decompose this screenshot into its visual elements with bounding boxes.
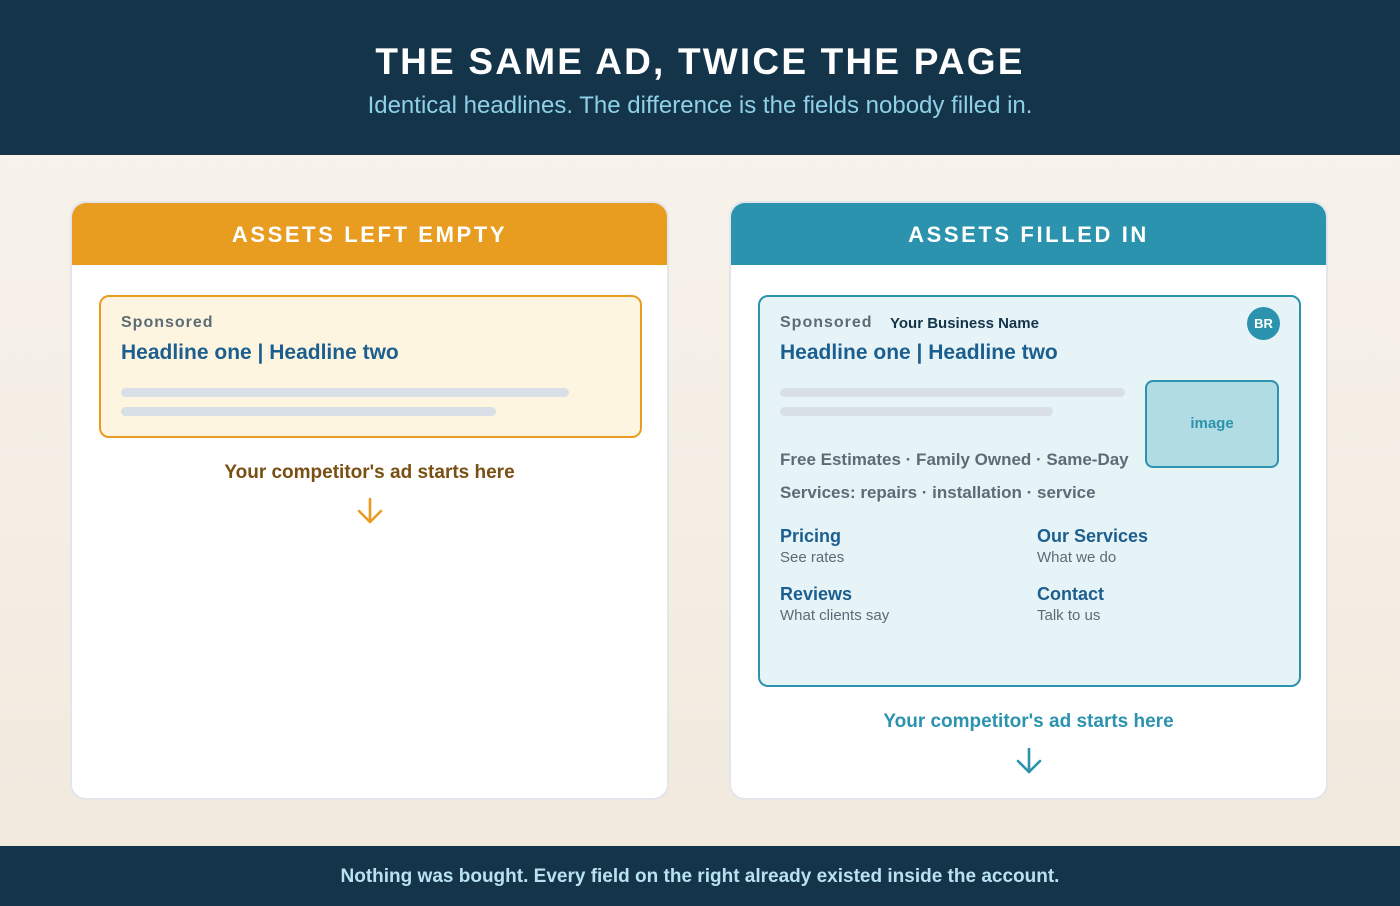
ad-preview-filled [758, 295, 1301, 687]
sitelink-description: What we do [1037, 549, 1117, 566]
page-title: THE SAME AD, TWICE THE PAGE [375, 41, 1025, 82]
callout-assets: Free Estimates · Family Owned · Same-Day [780, 450, 1129, 469]
sitelink-pricing[interactable] [780, 525, 844, 569]
sitelink-title: Reviews [780, 584, 853, 604]
sitelink-reviews[interactable] [780, 583, 889, 627]
sitelink-title: Our Services [1037, 526, 1149, 546]
page-subtitle: Identical headlines. The difference is the fields nobody filled in. [367, 92, 1033, 119]
footer-text: Nothing was bought. Every field on the right already existed inside the account. [340, 866, 1060, 887]
sitelink-our-services[interactable] [1037, 525, 1148, 569]
footer-banner [0, 846, 1400, 906]
sitelink-contact[interactable] [1037, 583, 1104, 627]
ad-preview-empty [99, 295, 642, 438]
sponsored-label: Sponsored [121, 314, 214, 331]
panel-assets-filled [729, 201, 1328, 800]
description-placeholder-line [121, 388, 569, 397]
panel-heading: ASSETS LEFT EMPTY [72, 203, 667, 265]
competitor-note: Your competitor's ad starts here [224, 462, 515, 483]
panel-heading: ASSETS FILLED IN [731, 203, 1326, 265]
header-banner [0, 0, 1400, 155]
business-name: Your Business Name [890, 315, 1039, 332]
ad-headline: Headline one | Headline two [121, 341, 399, 364]
description-placeholder-line [780, 388, 1125, 397]
description-placeholder-line [780, 407, 1053, 416]
arrow-down-icon [1013, 745, 1045, 777]
image-asset-placeholder: image [1145, 380, 1279, 468]
competitor-note: Your competitor's ad starts here [883, 711, 1174, 732]
sitelink-description: See rates [780, 549, 845, 566]
sitelink-title: Contact [1037, 584, 1104, 604]
structured-snippets: Services: repairs · installation · service [780, 483, 1096, 502]
panel-assets-empty [70, 201, 669, 800]
description-placeholder-line [121, 407, 496, 416]
arrow-down-icon [354, 495, 386, 527]
business-logo-badge: BR [1247, 307, 1280, 340]
ad-headline: Headline one | Headline two [780, 341, 1058, 364]
sitelink-title: Pricing [780, 526, 842, 546]
sponsored-label: Sponsored [780, 314, 873, 331]
sitelink-description: What clients say [780, 607, 890, 624]
sitelink-description: Talk to us [1037, 607, 1101, 624]
